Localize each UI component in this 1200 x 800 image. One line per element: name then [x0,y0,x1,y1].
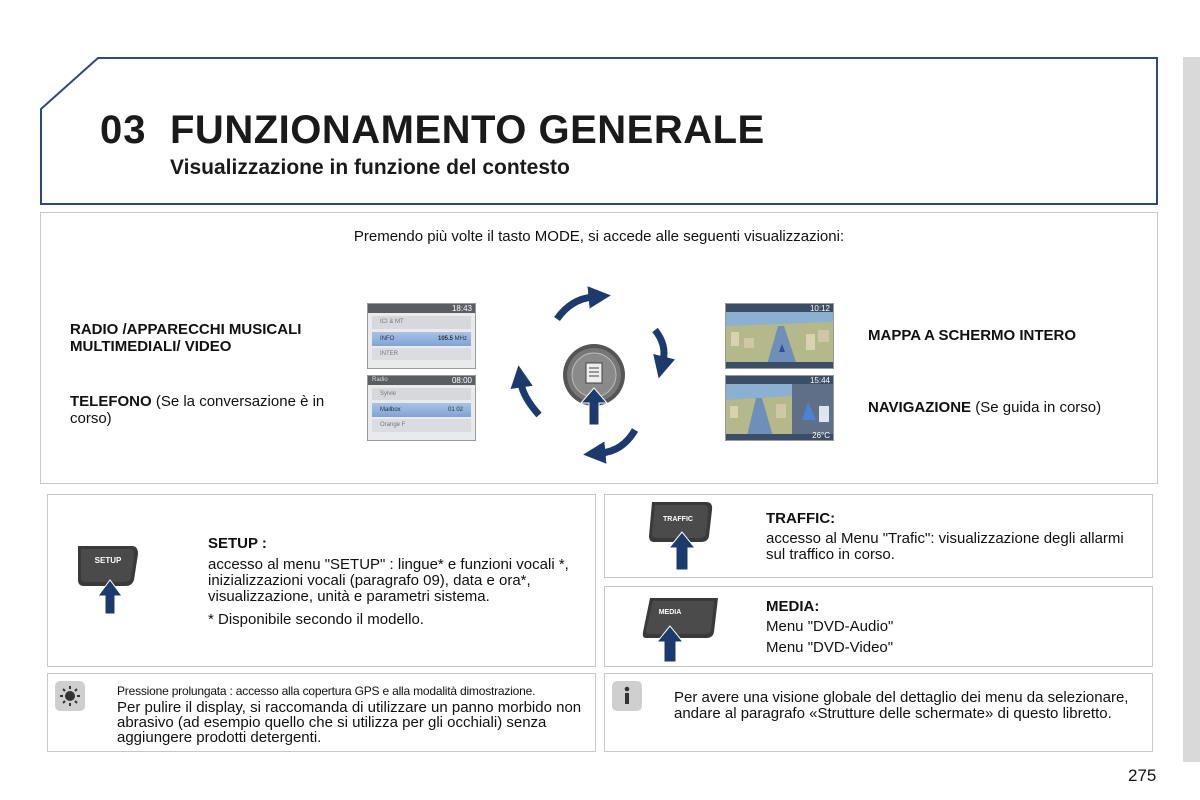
traffic-button-graphic [646,500,718,572]
radio-screen [367,303,476,369]
mode-label-nav [868,399,1148,416]
map-screen [725,303,834,369]
map-time: 10:12 [809,304,830,313]
media-button-label: MEDIA [658,609,682,616]
radio-time: 18:43 [451,304,472,313]
mode-label-phone [70,393,340,427]
phone-row-1: Sylvie [372,388,471,400]
page-edge-bar [1183,57,1200,762]
radio-unit: MHz [454,336,467,342]
phone-row-2-num: 01 02 [447,407,463,413]
setup-button-graphic [72,542,144,614]
traffic-title: TRAFFIC: [766,510,836,527]
phone-screen [367,375,476,441]
nav-rest: (Se guida in corso) [971,399,1102,416]
mode-label-map: MAPPA A SCHERMO INTERO [868,327,1077,344]
setup-button-label: SETUP [94,556,122,565]
cycle-arrow-top-icon [557,297,593,319]
phone-rest: (Se la conversazione è in corso) [70,393,325,427]
cycle-arrow-bottom-icon [601,430,635,453]
phone-row-0: Radio [372,377,388,383]
traffic-button-label: TRAFFIC [663,516,693,523]
phone-row-2 [372,403,471,417]
cycle-arrow-left-icon [521,383,539,415]
radio-row-3: INTER [372,348,471,360]
nav-temp: 26°C [812,431,830,440]
info-icon [612,681,642,711]
chapter-subtitle: Visualizzazione in funzione del contesto [170,156,570,179]
media-line-1: Menu "DVD-Audio" [766,618,894,635]
traffic-text: accesso al Menu "Trafic": visualizzazione degli allarmi sul traffico in corso. [766,530,1124,563]
setup-title: SETUP : [208,535,267,552]
mode-label-radio: RADIO /APPARECCHI MUSICALI MULTIMEDIALI/ VIDEO [70,321,302,355]
radio-row-2 [372,332,471,346]
media-button-graphic [640,596,722,662]
phone-bold: TELEFONO [70,393,152,410]
nav-screen [725,375,834,441]
tip-line-1: Pressione prolungata : accesso alla copertura GPS e alla modalità dimostrazione. [117,684,536,698]
radio-row-2-label: INFO [380,336,395,342]
chapter-title: FUNZIONAMENTO GENERALE [170,108,765,152]
setup-note: * Disponibile secondo il modello. [208,611,424,628]
info-text: Per avere una visione globale del dettaglio dei menu da selezionare, andare al paragrafo «Strutture delle schermate» di questo libretto. [674,689,1129,722]
intro-text: Premendo più volte il tasto MODE, si accede alle seguenti visualizzazioni: [353,228,845,245]
chapter-number: 03 [100,108,147,152]
radio-freq: 105.5 [437,336,453,342]
sun-icon [55,681,85,711]
phone-row-2-label: Mailbox [380,407,401,413]
radio-row-1: ICI & MT [372,316,471,329]
cycle-arrow-right-icon [655,330,664,361]
tip-line-2: Per pulire il display, si raccomanda di utilizzare un panno morbido non abrasivo (ad esempio quello che si utilizza per gli occhiali) senza aggiungere prodotti detergenti. [117,699,582,746]
page-number: 275 [1128,766,1157,785]
nav-time: 15:44 [809,376,830,385]
phone-row-3: Orange F [372,419,471,432]
nav-bold: NAVIGAZIONE [868,399,972,416]
setup-text: accesso al menu "SETUP" : lingue* e funzioni vocali *, inizializzazioni vocali (paragrafo 09), data e ora*, visualizzazione, unità e parametri sistema. [208,556,569,605]
mode-cycle-graphic [495,275,695,470]
phone-time: 08:00 [451,376,472,385]
media-line-2: Menu "DVD-Video" [766,639,894,656]
map-view [726,304,833,368]
media-title: MEDIA: [766,598,820,615]
